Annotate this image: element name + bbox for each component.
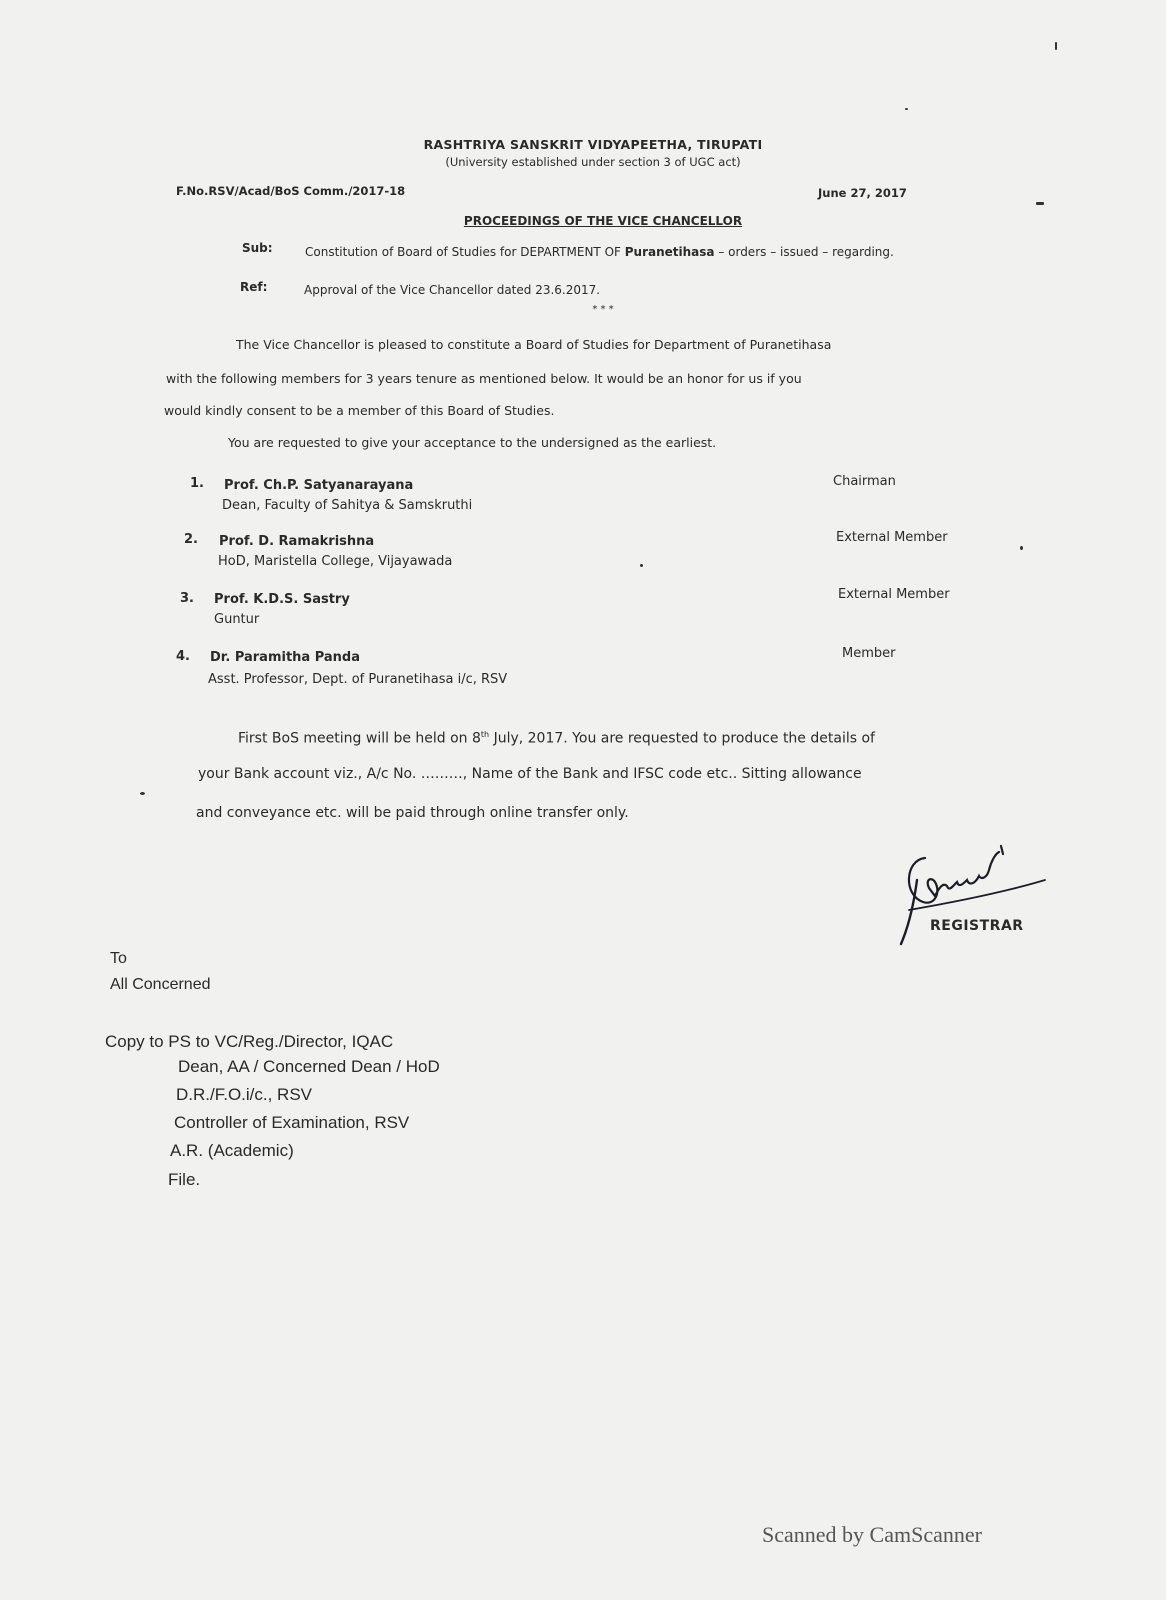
meeting-line-3: and conveyance etc. will be paid through online transfer only.	[196, 805, 629, 821]
subject-text-bold: Puranetihasa	[624, 245, 715, 259]
signature-image	[895, 840, 1065, 960]
scan-speck	[1020, 546, 1023, 550]
copy-to-item: Controller of Examination, RSV	[174, 1113, 410, 1132]
member-affiliation: Dean, Faculty of Sahitya & Samskruthi	[222, 498, 473, 513]
member-role: Member	[842, 646, 896, 661]
subject-text-part1: Constitution of Board of Studies for DEPARTMENT OF	[305, 245, 625, 259]
subject-text	[305, 243, 995, 261]
member-role: External Member	[838, 587, 950, 602]
document-date: June 27, 2017	[818, 186, 907, 200]
copy-to-item: A.R. (Academic)	[170, 1141, 294, 1160]
scan-speck	[640, 564, 643, 567]
member-number: 1.	[190, 476, 204, 491]
meeting-line-2: your Bank account viz., A/c No. ………, Name of the Bank and IFSC code etc.. Sitting allowance	[198, 766, 862, 782]
institution-title: RASHTRIYA SANSKRIT VIDYAPEETHA, TIRUPATI	[423, 137, 763, 152]
copy-to-label: Copy to PS to VC/Reg./Director, IQAC	[105, 1032, 394, 1051]
subject-text-part2: – orders – issued – regarding.	[714, 245, 894, 259]
member-number: 3.	[180, 591, 194, 606]
reference-label: Ref:	[240, 280, 268, 294]
body-line-3: would kindly consent to be a member of this Board of Studies.	[164, 403, 555, 418]
copy-to-item: Dean, AA / Concerned Dean / HoD	[178, 1057, 440, 1076]
member-name: Prof. Ch.P. Satyanarayana	[224, 478, 414, 493]
signatory-title: REGISTRAR	[930, 918, 1024, 934]
file-number: F.No.RSV/Acad/BoS Comm./2017-18	[176, 184, 406, 198]
institution-subtitle: (University established under section 3 of UGC act)	[445, 155, 741, 169]
body-line-2: with the following members for 3 years tenure as mentioned below. It would be an honor for us if you	[166, 371, 802, 386]
scan-speck	[1036, 202, 1044, 205]
scan-speck	[140, 792, 145, 795]
member-affiliation: Guntur	[214, 612, 260, 627]
reference-text: Approval of the Vice Chancellor dated 23.6.2017.	[304, 283, 601, 297]
member-affiliation: Asst. Professor, Dept. of Puranetihasa i/c, RSV	[208, 672, 508, 687]
meeting-line-1-sup: th	[480, 730, 490, 739]
camscanner-watermark: Scanned by CamScanner	[762, 1522, 982, 1547]
meeting-line-1-pre: First BoS meeting will be held on 8	[238, 730, 481, 747]
member-number: 2.	[184, 532, 198, 547]
member-role: External Member	[836, 530, 948, 545]
meeting-line-1	[238, 730, 875, 747]
member-number: 4.	[176, 649, 190, 664]
member-role: Chairman	[833, 474, 896, 489]
scan-speck	[905, 108, 908, 110]
proceedings-title: PROCEEDINGS OF THE VICE CHANCELLOR	[463, 214, 743, 228]
subject-label: Sub:	[242, 241, 273, 255]
scan-speck	[1055, 42, 1057, 50]
copy-to-item: D.R./F.O.i/c., RSV	[176, 1085, 313, 1104]
body-line-1: The Vice Chancellor is pleased to constitute a Board of Studies for Department of Puranetihasa	[236, 337, 832, 352]
separator: * * *	[592, 304, 614, 315]
meeting-line-1-post: July, 2017. You are requested to produce the details of	[489, 730, 875, 747]
member-affiliation: HoD, Maristella College, Vijayawada	[218, 554, 453, 569]
copy-to-item: File.	[168, 1170, 201, 1189]
request-line: You are requested to give your acceptance to the undersigned as the earliest.	[228, 435, 717, 450]
to-label: To	[110, 950, 127, 967]
member-name: Prof. D. Ramakrishna	[219, 534, 375, 549]
member-name: Prof. K.D.S. Sastry	[214, 592, 350, 607]
member-name: Dr. Paramitha Panda	[210, 650, 361, 665]
to-recipient: All Concerned	[110, 976, 211, 993]
